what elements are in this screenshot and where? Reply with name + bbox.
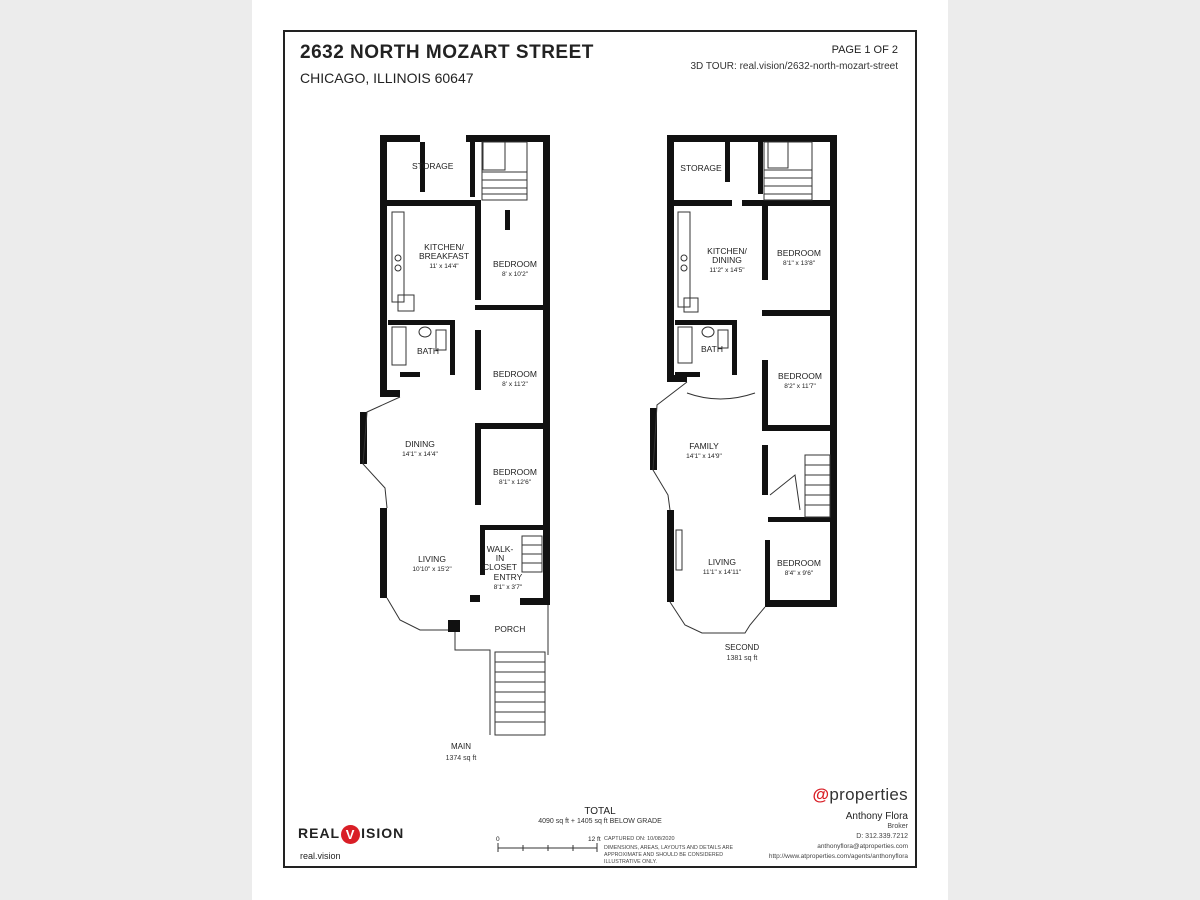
brand-left: REAL — [298, 825, 341, 842]
second-floor-label: SECOND — [724, 643, 760, 652]
main-kitchen-label: KITCHEN/ — [424, 242, 464, 252]
main-bedroom2-label: BEDROOM — [493, 369, 537, 379]
main-kitchen-label-2: BREAKFAST — [418, 251, 470, 261]
realvision-logo — [298, 825, 404, 844]
main-floor-label: MAIN — [451, 742, 471, 751]
second-living-dims: 11'1" x 14'11" — [702, 569, 742, 576]
scale-bar — [498, 843, 597, 852]
main-living-label: LIVING — [418, 554, 446, 564]
second-living-label: LIVING — [708, 557, 736, 567]
property-address: 2632 NORTH MOZART STREET — [300, 42, 594, 63]
second-floor-sqft: 1381 sq ft — [726, 655, 758, 662]
agent-name: Anthony Flora — [845, 811, 908, 822]
main-bath-label: BATH — [416, 346, 440, 356]
main-walkin-label-2: IN — [495, 553, 505, 563]
main-living-dims: 10'10" x 15'2" — [412, 566, 452, 573]
main-entry-dims: 8'1" x 3'7" — [493, 584, 523, 591]
disclaimer: DIMENSIONS, AREAS, LAYOUTS AND DETAILS ARE APPROXIMATE AND SHOULD BE CONSIDERED ILLUSTRATIVE ONLY. — [604, 845, 734, 866]
main-storage-label: STORAGE — [412, 161, 454, 171]
main-walkin-label-3: CLOSET — [482, 562, 518, 572]
second-bedroom3-dims: 8'4" x 9'6" — [784, 570, 814, 577]
main-bedroom1-label: BEDROOM — [493, 259, 537, 269]
second-bedroom1-dims: 8'1" x 13'8" — [782, 260, 816, 267]
scale-end: 12 ft — [588, 836, 601, 843]
second-kitchen-label: KITCHEN/ — [707, 246, 747, 256]
agent-role: Broker — [887, 823, 908, 830]
second-bedroom2-dims: 8'2" x 11'7" — [784, 383, 816, 390]
second-bedroom3-label: BEDROOM — [777, 558, 821, 568]
scale-start: 0 — [496, 836, 500, 843]
second-bedroom2-label: BEDROOM — [778, 371, 822, 381]
main-bedroom3-label: BEDROOM — [493, 467, 537, 477]
main-porch-label: PORCH — [494, 624, 526, 634]
captured-date: CAPTURED ON: 10/08/2020 — [604, 836, 675, 842]
agent-website[interactable]: http://www.atproperties.com/agents/anthonyflora — [768, 853, 908, 860]
agent-email[interactable]: anthonyflora@atproperties.com — [817, 843, 908, 850]
agency-at: @ — [812, 785, 830, 804]
total-value: 4090 sq ft + 1405 sq ft BELOW GRADE — [538, 818, 662, 825]
agent-phone: D: 312.339.7212 — [856, 833, 908, 840]
brand-v-mark: V — [341, 825, 360, 844]
main-walkin-label: WALK- — [486, 544, 514, 554]
second-kitchen-label-2: DINING — [712, 255, 742, 265]
second-bath-label: BATH — [700, 344, 724, 354]
main-bedroom3-dims: 8'1" x 12'6" — [498, 479, 532, 486]
main-floor-sqft: 1374 sq ft — [445, 755, 477, 762]
tour-link[interactable]: 3D TOUR: real.vision/2632-north-mozart-street — [690, 61, 898, 72]
brand-right: ISION — [361, 825, 405, 842]
main-dining-dims: 14'1" x 14'4" — [402, 451, 438, 458]
realvision-site[interactable]: real.vision — [300, 851, 341, 861]
second-storage-label: STORAGE — [680, 163, 722, 173]
second-family-dims: 14'1" x 14'9" — [686, 453, 722, 460]
main-entry-label: ENTRY — [493, 572, 523, 582]
agency-name: properties — [829, 785, 908, 804]
page-number: PAGE 1 OF 2 — [831, 44, 898, 56]
property-city: CHICAGO, ILLINOIS 60647 — [300, 70, 474, 86]
agency-logo — [813, 785, 909, 805]
main-dining-label: DINING — [405, 439, 435, 449]
second-kitchen-dims: 11'2" x 14'5" — [709, 267, 745, 274]
main-bedroom1-dims: 8' x 10'2" — [501, 271, 529, 278]
second-bedroom1-label: BEDROOM — [777, 248, 821, 258]
total-label: TOTAL — [584, 806, 616, 817]
main-kitchen-dims: 11' x 14'4" — [429, 263, 459, 270]
second-family-label: FAMILY — [689, 441, 719, 451]
main-bedroom2-dims: 8' x 11'2" — [502, 381, 528, 388]
